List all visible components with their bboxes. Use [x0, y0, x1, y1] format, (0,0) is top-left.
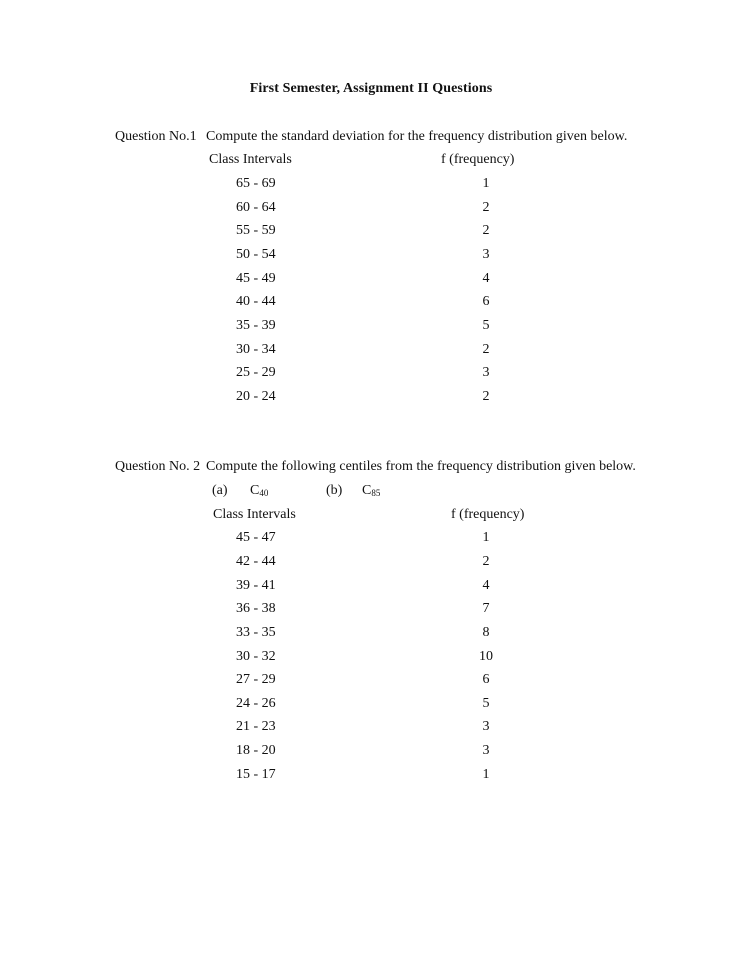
class-interval-cell: 20 - 24 — [236, 389, 276, 404]
frequency-cell: 2 — [482, 223, 490, 238]
table-row — [0, 649, 742, 669]
frequency-cell: 4 — [482, 578, 490, 593]
table-row — [0, 365, 742, 385]
class-interval-cell: 45 - 47 — [236, 530, 276, 545]
part-a-centile-base: C — [250, 483, 260, 498]
class-interval-cell: 55 - 59 — [236, 223, 276, 238]
frequency-cell: 1 — [482, 767, 490, 782]
class-interval-cell: 60 - 64 — [236, 200, 276, 215]
class-interval-cell: 42 - 44 — [236, 554, 276, 569]
part-a-label: (a) — [212, 483, 228, 498]
table-row — [0, 767, 742, 787]
frequency-cell: 5 — [482, 318, 490, 333]
class-interval-cell: 30 - 34 — [236, 342, 276, 357]
part-a-centile-subscript: 40 — [259, 488, 269, 498]
table-row — [0, 271, 742, 291]
frequency-cell: 6 — [482, 672, 490, 687]
class-interval-cell: 21 - 23 — [236, 719, 276, 734]
class-interval-cell: 50 - 54 — [236, 247, 276, 262]
class-interval-cell: 35 - 39 — [236, 318, 276, 333]
table-row — [0, 176, 742, 196]
part-b-centile — [362, 483, 380, 499]
class-interval-cell: 15 - 17 — [236, 767, 276, 782]
page-title: First Semester, Assignment II Questions — [249, 81, 493, 96]
frequency-cell: 3 — [482, 719, 490, 734]
q2-frequency-header: f (frequency) — [451, 507, 525, 522]
class-interval-cell: 27 - 29 — [236, 672, 276, 687]
frequency-cell: 6 — [482, 294, 490, 309]
frequency-cell: 1 — [482, 176, 490, 191]
frequency-cell: 8 — [482, 625, 490, 640]
class-interval-cell: 65 - 69 — [236, 176, 276, 191]
class-interval-cell: 39 - 41 — [236, 578, 276, 593]
frequency-cell: 4 — [482, 271, 490, 286]
class-interval-cell: 45 - 49 — [236, 271, 276, 286]
table-row — [0, 601, 742, 621]
table-row — [0, 530, 742, 550]
frequency-cell: 2 — [482, 554, 490, 569]
frequency-cell: 3 — [482, 365, 490, 380]
table-row — [0, 625, 742, 645]
table-row — [0, 554, 742, 574]
table-row — [0, 318, 742, 338]
class-interval-cell: 30 - 32 — [236, 649, 276, 664]
table-row — [0, 294, 742, 314]
frequency-cell: 2 — [482, 389, 490, 404]
table-row — [0, 223, 742, 243]
class-interval-cell: 40 - 44 — [236, 294, 276, 309]
table-row — [0, 200, 742, 220]
table-row — [0, 342, 742, 362]
table-row — [0, 719, 742, 739]
q1-frequency-header: f (frequency) — [441, 152, 515, 167]
q2-class-intervals-header: Class Intervals — [213, 507, 296, 522]
question-2-label: Question No. 2 — [115, 459, 201, 474]
frequency-cell: 3 — [482, 247, 490, 262]
class-interval-cell: 24 - 26 — [236, 696, 276, 711]
table-row — [0, 389, 742, 409]
table-row — [0, 743, 742, 763]
frequency-cell: 1 — [482, 530, 490, 545]
question-1-label: Question No.1 — [115, 129, 197, 144]
frequency-cell: 7 — [482, 601, 490, 616]
class-interval-cell: 25 - 29 — [236, 365, 276, 380]
frequency-cell: 5 — [482, 696, 490, 711]
q1-class-intervals-header: Class Intervals — [209, 152, 292, 167]
table-row — [0, 672, 742, 692]
part-b-label: (b) — [326, 483, 343, 498]
frequency-cell: 10 — [479, 649, 493, 664]
class-interval-cell: 36 - 38 — [236, 601, 276, 616]
part-b-centile-base: C — [362, 483, 372, 498]
frequency-cell: 2 — [482, 200, 490, 215]
part-b-centile-subscript: 85 — [371, 488, 381, 498]
table-row — [0, 578, 742, 598]
class-interval-cell: 33 - 35 — [236, 625, 276, 640]
question-2-prompt: Compute the following centiles from the frequency distribution given below. — [206, 459, 636, 474]
table-row — [0, 696, 742, 716]
table-row — [0, 247, 742, 267]
frequency-cell: 3 — [482, 743, 490, 758]
class-interval-cell: 18 - 20 — [236, 743, 276, 758]
frequency-cell: 2 — [482, 342, 490, 357]
part-a-centile — [250, 483, 268, 499]
question-1-prompt: Compute the standard deviation for the frequency distribution given below. — [206, 129, 628, 144]
